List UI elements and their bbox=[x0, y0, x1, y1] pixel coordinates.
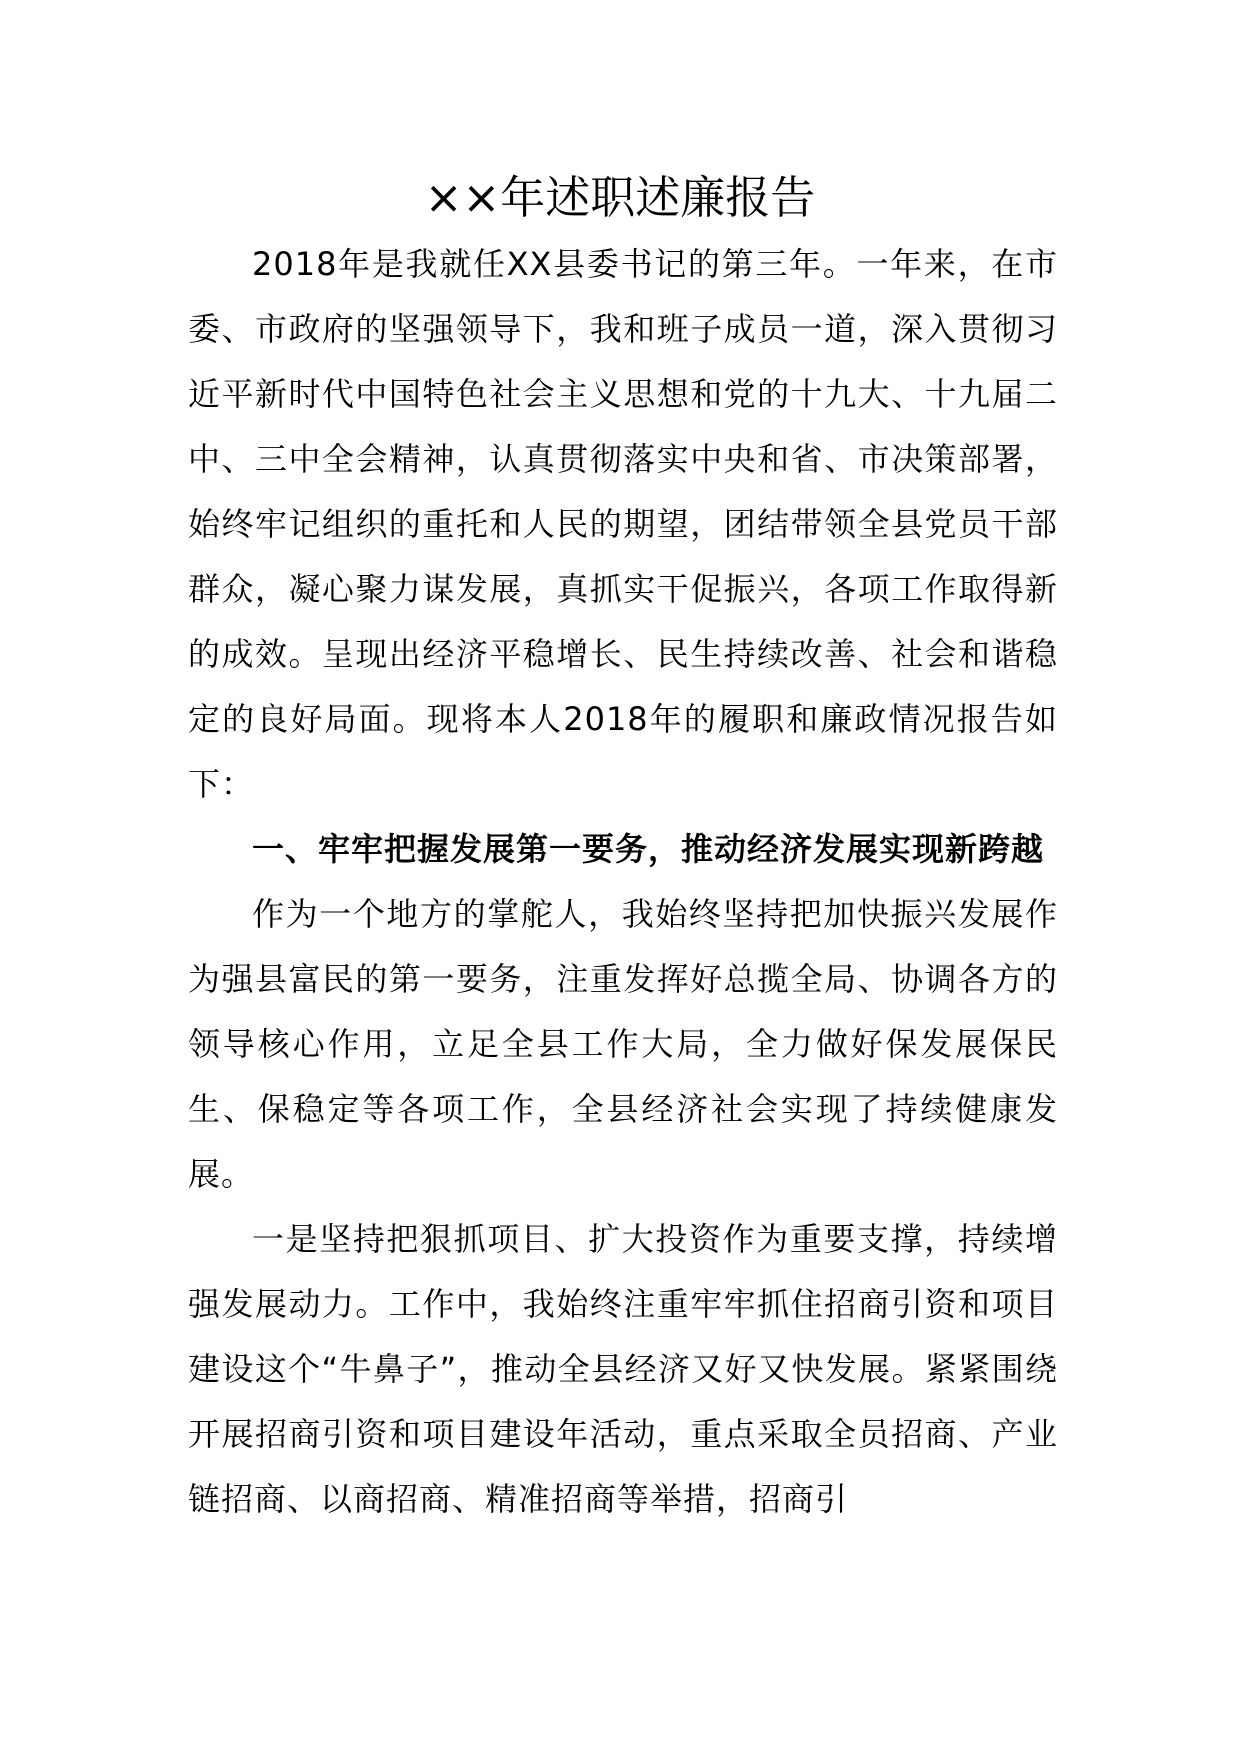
section-heading-1: 一、牢牢把握发展第一要务，推动经济发展实现新跨越 bbox=[252, 830, 1045, 868]
intro-paragraph: 2018年是我就任XX县委书记的第三年。一年来，在市委、市政府的坚强领导下，我和班子成员一道，深入贯彻习近平新时代中国特色社会主义思想和党的十九大、十九届二中、三中全会精神，认真贯彻落实中央和省、市决策部署，始终牢记组织的重托和人民的期望，团结带领全县党员干部群众，凝心聚力谋发展，真抓实干促振兴，各项工作取得新的成效。呈现出经济平稳增长、民生持续改善、社会和谐稳定的良好局面。现将本人2018年的履职和廉政情况报告如下： bbox=[188, 245, 1058, 803]
point-1-paragraph: 一是坚持把狠抓项目、扩大投资作为重要支撑，持续增强发展动力。工作中，我始终注重牢牢抓住招商引资和项目建设这个“牛鼻子”，推动全县经济又好又快发展。紧紧围绕开展招商引资和项目建设年活动，重点采取全员招商、产业链招商、以商招商、精准招商等举措，招商引 bbox=[188, 1220, 1058, 1518]
document-body bbox=[188, 232, 1058, 1532]
section-1-paragraph: 作为一个地方的掌舵人，我始终坚持把加快振兴发展作为强县富民的第一要务，注重发挥好总揽全局、协调各方的领导核心作用，立足全县工作大局，全力做好保发展保民生、保稳定等各项工作，全县经济社会实现了持续健康发展。 bbox=[188, 895, 1058, 1193]
document-title: ××年述职述廉报告 bbox=[424, 171, 816, 224]
